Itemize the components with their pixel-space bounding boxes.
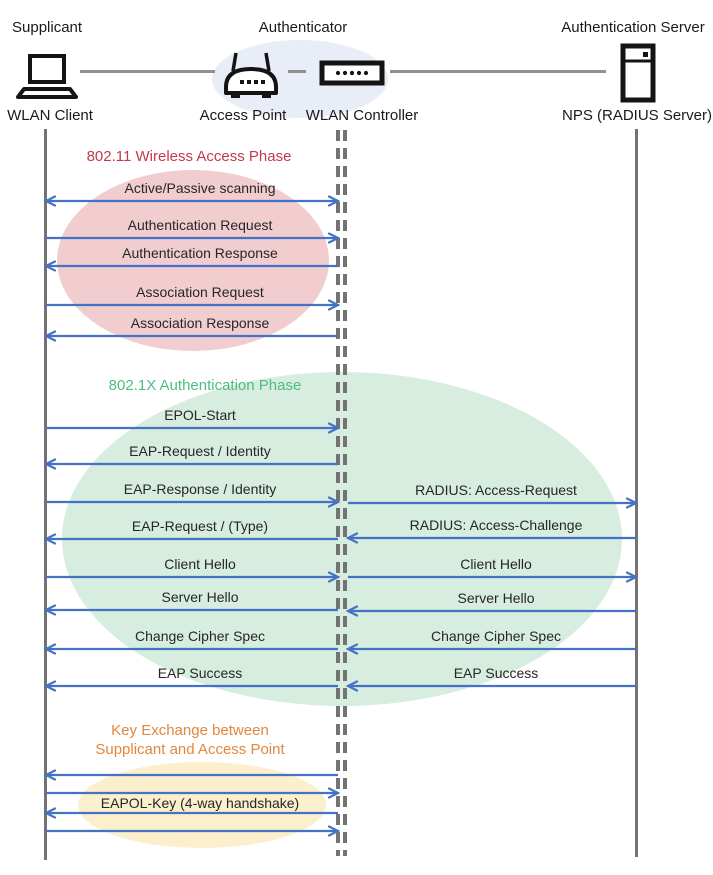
- role-label-authentication-server: Authentication Server: [561, 19, 705, 36]
- message-label-radius-access-challenge: RADIUS: Access-Challenge: [409, 517, 583, 533]
- role-label-authenticator: Authenticator: [258, 19, 348, 36]
- message-label-server-hello-left: Server Hello: [161, 589, 239, 605]
- message-label-eap-request-type: EAP-Request / (Type): [131, 518, 269, 534]
- message-label-client-hello-left: Client Hello: [164, 556, 236, 572]
- message-label-eap-success-right: EAP Success: [453, 665, 539, 681]
- device-label-wlan-client: WLAN Client: [7, 107, 93, 124]
- phase-title-key-exchange-line1: Key Exchange between: [111, 722, 269, 739]
- message-label-association-request: Association Request: [136, 284, 264, 300]
- message-label-change-cipher-spec-right: Change Cipher Spec: [431, 628, 561, 644]
- message-label-server-hello-right: Server Hello: [457, 590, 535, 606]
- message-label-authentication-request: Authentication Request: [127, 217, 273, 233]
- message-label-eap-request-identity: EAP-Request / Identity: [129, 443, 271, 459]
- message-label-authentication-response: Authentication Response: [122, 245, 278, 261]
- message-label-epol-start: EPOL-Start: [164, 407, 236, 423]
- device-label-wlan-controller: WLAN Controller: [305, 107, 419, 124]
- device-label-nps-radius-server: NPS (RADIUS Server): [561, 107, 713, 124]
- message-label-eap-response-identity: EAP-Response / Identity: [123, 481, 277, 497]
- message-label-change-cipher-spec-left: Change Cipher Spec: [135, 628, 265, 644]
- message-label-radius-access-request: RADIUS: Access-Request: [415, 482, 577, 498]
- device-label-access-point: Access Point: [199, 107, 287, 124]
- message-label-eap-success-left: EAP Success: [157, 665, 243, 681]
- message-label-client-hello-right: Client Hello: [460, 556, 532, 572]
- message-label-active-passive-scanning: Active/Passive scanning: [124, 180, 276, 196]
- message-label-eapol-key-4way-handshake: EAPOL-Key (4-way handshake): [100, 795, 300, 811]
- role-label-supplicant: Supplicant: [12, 19, 83, 36]
- message-label-association-response: Association Response: [130, 315, 270, 331]
- phase-title-key-exchange-line2: Supplicant and Access Point: [95, 741, 285, 758]
- phase-title-wireless-access: 802.11 Wireless Access Phase: [86, 148, 292, 165]
- phase-title-authentication: 802.1X Authentication Phase: [108, 377, 302, 394]
